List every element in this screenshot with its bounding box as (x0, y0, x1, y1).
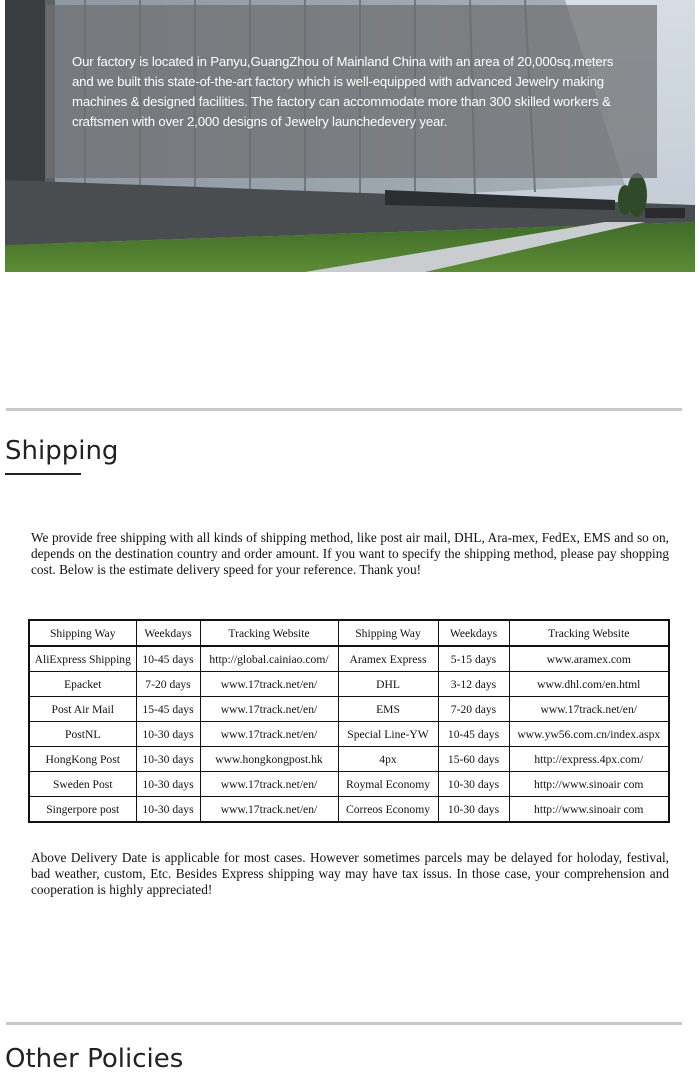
table-row (29, 722, 669, 747)
next-section-heading: Other Policies (5, 1044, 184, 1074)
table-cell: EMS (338, 697, 438, 722)
table-cell: www.yw56.com.cn/index.aspx (509, 722, 669, 747)
table-cell: www.17track.net/en/ (200, 772, 338, 797)
table-cell: http://www.sinoair com (509, 797, 669, 823)
shipping-table (28, 619, 670, 823)
table-cell: http://express.4px.com/ (509, 747, 669, 772)
table-header-row (29, 620, 669, 646)
table-cell: HongKong Post (29, 747, 136, 772)
factory-description: Our factory is located in Panyu,GuangZhou of Mainland China with an area of 20,000sq.meters and we built this state-of-the-art factory which is well-equipped with advanced Jewelry making machines & designed facilities. The factory can accommodate more than 300 skilled workers & craftsmen with over 2,000 designs of Jewelry launchedevery year. (72, 54, 614, 129)
table-row (29, 772, 669, 797)
table-cell: 10-30 days (438, 772, 509, 797)
table-cell: 5-15 days (438, 646, 509, 672)
table-cell: Epacket (29, 672, 136, 697)
table-cell: www.17track.net/en/ (509, 697, 669, 722)
table-cell: 10-30 days (136, 747, 200, 772)
table-row (29, 697, 669, 722)
table-row (29, 672, 669, 697)
table-cell: 10-30 days (136, 722, 200, 747)
table-cell: 15-45 days (136, 697, 200, 722)
table-cell: http://www.sinoair com (509, 772, 669, 797)
table-cell: 10-45 days (438, 722, 509, 747)
section-divider (6, 1022, 682, 1025)
factory-photo (5, 0, 695, 272)
table-cell: PostNL (29, 722, 136, 747)
table-cell: www.hongkongpost.hk (200, 747, 338, 772)
table-cell: 10-30 days (438, 797, 509, 823)
delivery-disclaimer: Above Delivery Date is applicable for most cases. However sometimes parcels may be delayed for holoday, festival, bad weather, custom, Etc. Besides Express shipping way may have tax issus. In those case, your comprehension and cooperation is highly appreciated! (31, 850, 669, 897)
table-cell: www.17track.net/en/ (200, 797, 338, 823)
table-cell: AliExpress Shipping (29, 646, 136, 672)
section-divider (6, 408, 682, 411)
table-cell: Singerpore post (29, 797, 136, 823)
table-row (29, 646, 669, 672)
table-cell: 4px (338, 747, 438, 772)
table-cell: http://global.cainiao.com/ (200, 646, 338, 672)
table-cell: www.17track.net/en/ (200, 672, 338, 697)
table-cell: 3-12 days (438, 672, 509, 697)
table-cell: www.17track.net/en/ (200, 722, 338, 747)
table-cell: 10-30 days (136, 797, 200, 823)
table-cell: 7-20 days (438, 697, 509, 722)
table-cell: Post Air Mail (29, 697, 136, 722)
table-cell: 10-30 days (136, 772, 200, 797)
shipping-heading: Shipping (5, 436, 119, 466)
heading-underline (5, 473, 81, 475)
table-cell: www.17track.net/en/ (200, 697, 338, 722)
col-header-weekdays: Weekdays (438, 620, 509, 646)
table-row (29, 747, 669, 772)
factory-caption-overlay (46, 5, 657, 178)
table-cell: 15-60 days (438, 747, 509, 772)
table-row (29, 797, 669, 823)
col-header-tracking-website: Tracking Website (200, 620, 338, 646)
table-cell: DHL (338, 672, 438, 697)
col-header-weekdays: Weekdays (136, 620, 200, 646)
col-header-shipping-way: Shipping Way (29, 620, 136, 646)
col-header-tracking-website: Tracking Website (509, 620, 669, 646)
col-header-shipping-way: Shipping Way (338, 620, 438, 646)
table-cell: 10-45 days (136, 646, 200, 672)
table-cell: 7-20 days (136, 672, 200, 697)
table-cell: Aramex Express (338, 646, 438, 672)
table-cell: Sweden Post (29, 772, 136, 797)
shipping-intro: We provide free shipping with all kinds of shipping method, like post air mail, DHL, Ara-mex, FedEx, EMS and so on, depends on the destination country and order amount. If you want to specify the shipping method, please pay shopping cost. Below is the estimate delivery speed for your reference. Thank you! (31, 530, 669, 577)
table-cell: Special Line-YW (338, 722, 438, 747)
table-cell: Roymal Economy (338, 772, 438, 797)
table-cell: www.dhl.com/en.html (509, 672, 669, 697)
table-cell: Correos Economy (338, 797, 438, 823)
table-cell: www.aramex.com (509, 646, 669, 672)
